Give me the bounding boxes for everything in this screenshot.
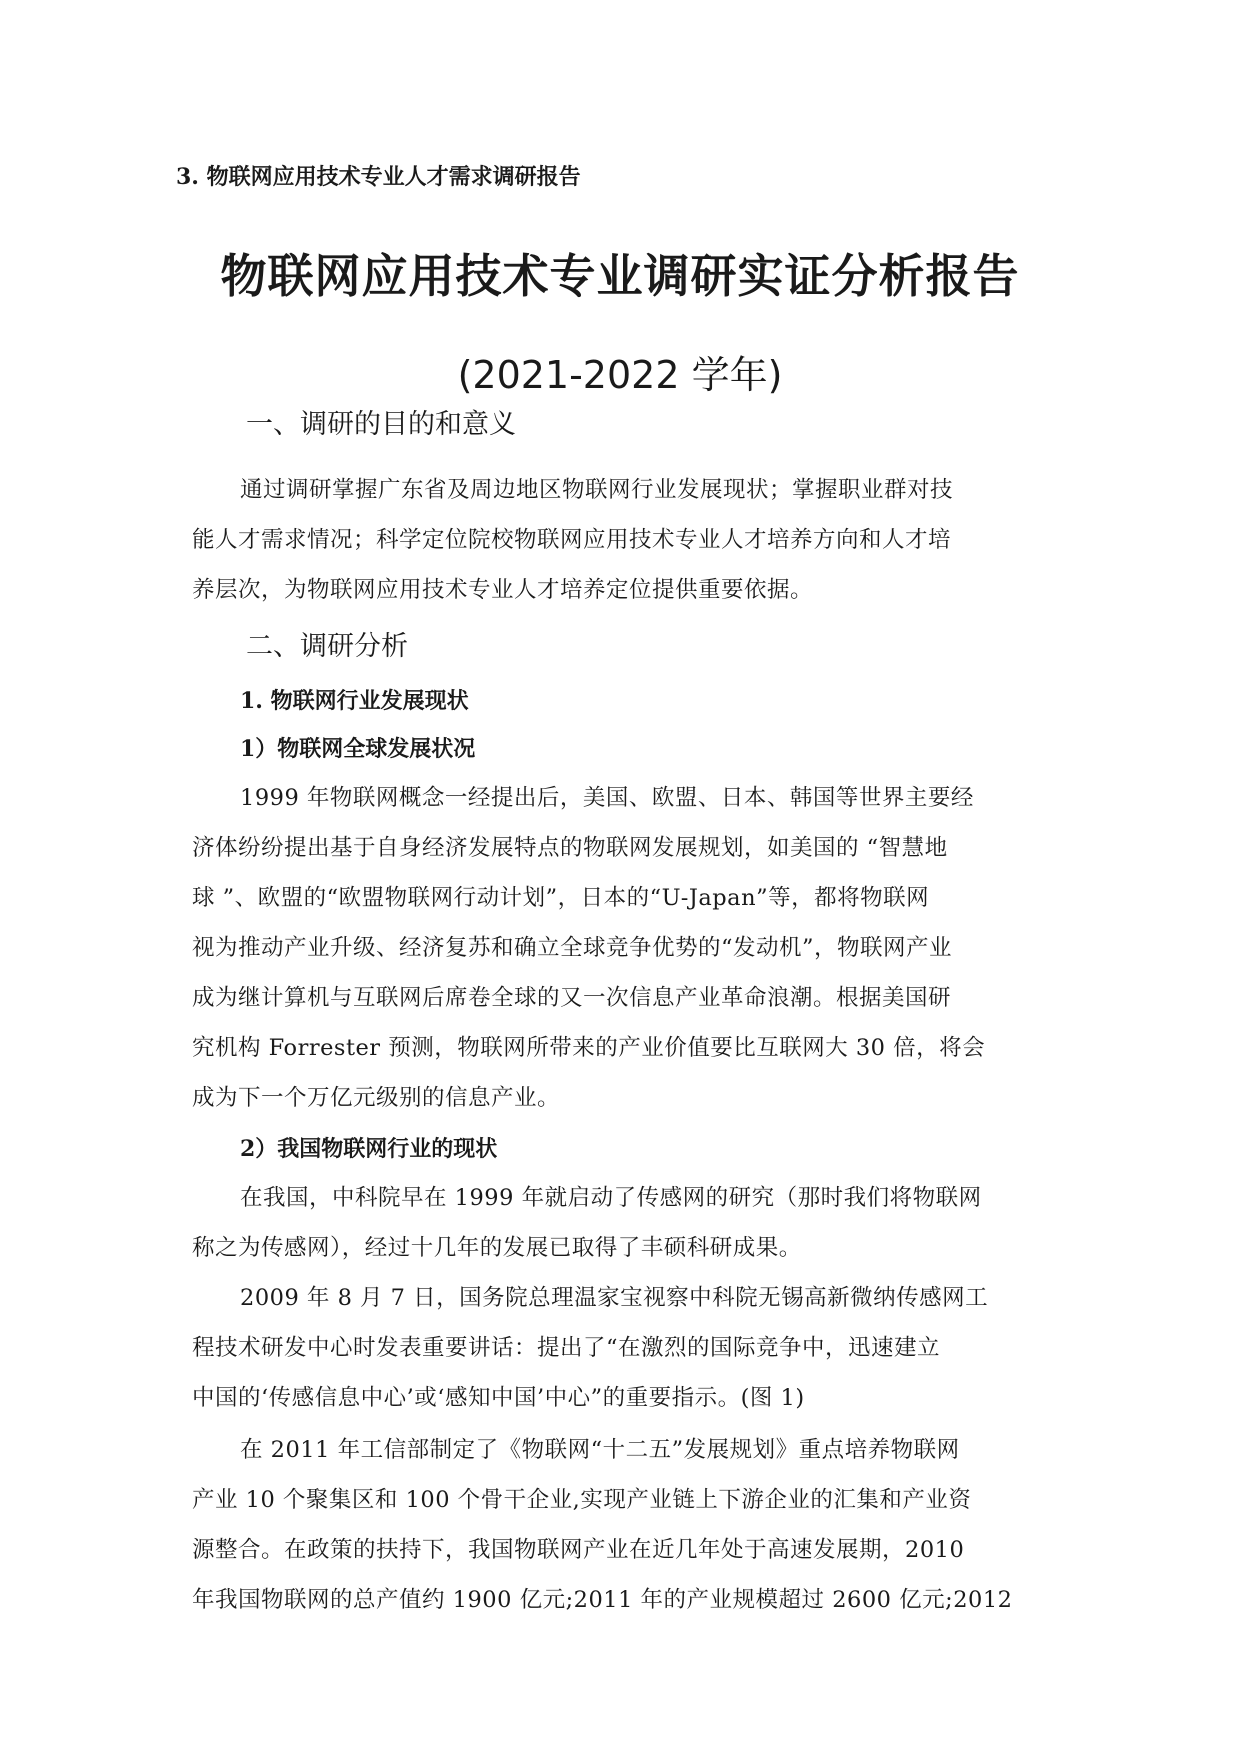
paragraph-line: 成为继计算机与互联网后席卷全球的又一次信息产业革命浪潮。根据美国研: [192, 985, 952, 1011]
subheading-china-status: 2）我国物联网行业的现状: [240, 1136, 498, 1162]
paragraph-line: 济体纷纷提出基于自身经济发展特点的物联网发展规划，如美国的 “智慧地: [192, 835, 948, 861]
paragraph-line: 产业 10 个聚集区和 100 个骨干企业,实现产业链上下游企业的汇集和产业资: [192, 1487, 972, 1513]
paragraph-line: 称之为传感网），经过十几年的发展已取得了丰硕科研成果。: [192, 1235, 802, 1261]
paragraph-line: 在我国，中科院早在 1999 年就启动了传感网的研究（那时我们将物联网: [240, 1185, 982, 1211]
subheading-industry-status: 1. 物联网行业发展现状: [240, 688, 469, 714]
paragraph-line: 视为推动产业升级、经济复苏和确立全球竞争优势的“发动机”，物联网产业: [192, 935, 953, 961]
paragraph-line: 养层次，为物联网应用技术专业人才培养定位提供重要依据。: [192, 577, 814, 603]
paragraph-line: 中国的‘传感信息中心’或‘感知中国’中心”的重要指示。(图 1): [192, 1385, 805, 1411]
paragraph-line: 源整合。在政策的扶持下，我国物联网产业在近几年处于高速发展期，2010: [192, 1537, 965, 1563]
paragraph-line: 能人才需求情况；科学定位院校物联网应用技术专业人才培养方向和人才培: [192, 527, 952, 553]
section-label: 3. 物联网应用技术专业人才需求调研报告: [176, 164, 581, 190]
paragraph-line: 在 2011 年工信部制定了《物联网“十二五”发展规划》重点培养物联网: [240, 1437, 960, 1463]
paragraph-line: 球 ”、欧盟的“欧盟物联网行动计划”，日本的“U-Japan”等，都将物联网: [192, 885, 930, 911]
paragraph-line: 通过调研掌握广东省及周边地区物联网行业发展现状；掌握职业群对技: [240, 477, 954, 503]
page-title: 物联网应用技术专业调研实证分析报告: [220, 249, 1020, 303]
subheading-global-status: 1）物联网全球发展状况: [240, 736, 476, 762]
page-subtitle: (2021-2022 学年): [457, 353, 783, 397]
paragraph-line: 2009 年 8 月 7 日，国务院总理温家宝视察中科院无锡高新微纳传感网工: [240, 1285, 989, 1311]
paragraph-line: 年我国物联网的总产值约 1900 亿元;2011 年的产业规模超过 2600 亿元;2012: [192, 1587, 1013, 1613]
paragraph-line: 1999 年物联网概念一经提出后，美国、欧盟、日本、韩国等世界主要经: [240, 785, 974, 811]
heading-analysis: 二、调研分析: [246, 631, 408, 662]
paragraph-line: 成为下一个万亿元级别的信息产业。: [192, 1085, 561, 1111]
heading-purpose: 一、调研的目的和意义: [246, 409, 516, 440]
paragraph-line: 程技术研发中心时发表重要讲话：提出了“在激烈的国际竞争中，迅速建立: [192, 1335, 941, 1361]
paragraph-line: 究机构 Forrester 预测，物联网所带来的产业价值要比互联网大 30 倍，将会: [192, 1035, 986, 1061]
